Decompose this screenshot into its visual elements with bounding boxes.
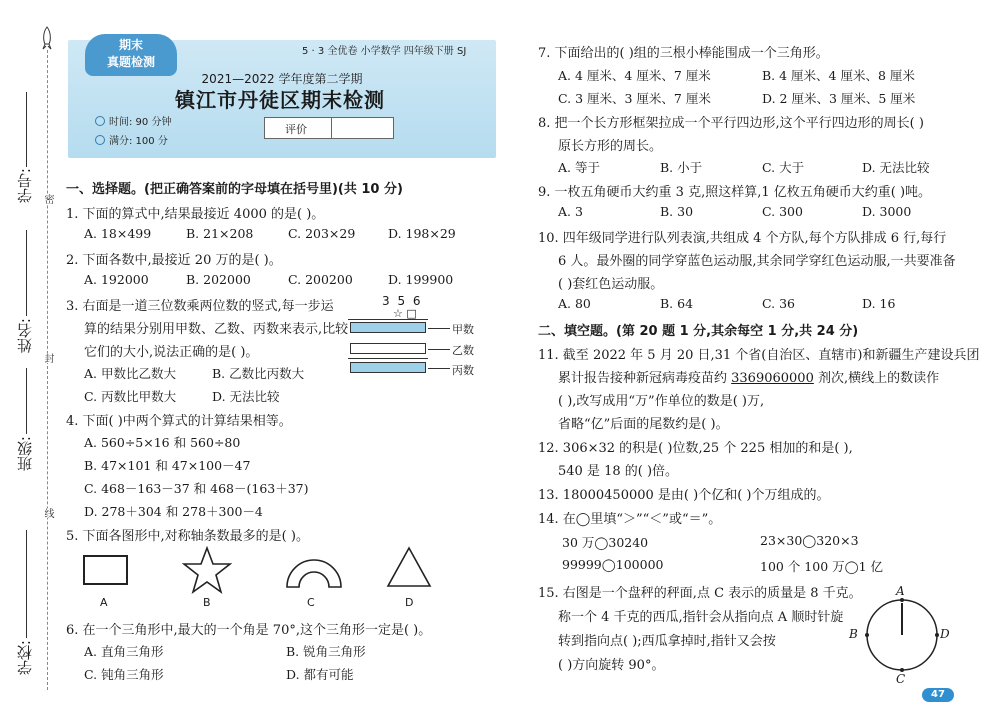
time-info: 时间: 90 分钟 [95,113,171,128]
name-line [26,230,27,316]
mi-mark: 密 [42,194,53,204]
q4-option-a: A. 560÷5×16 和 560÷80 [84,435,241,450]
q8-option-c: C. 大于 [762,160,805,175]
class-label: 班级: [16,436,34,472]
q6-option-a: A. 直角三角形 [84,644,164,659]
q12-line2: 540 是 18 的( )倍。 [558,464,679,479]
q15-line2: 称一个 4 千克的西瓜,指针会从指向点 A 顺时针旋 [558,610,844,625]
page-number: 47 [922,688,954,702]
q4-option-d: D. 278＋304 和 278＋300－4 [84,504,263,519]
q11-line3: ( ),改写成用“万”作单位的数是( )万, [558,394,765,409]
q14-item-c: 99999◯100000 [562,557,664,572]
q11-line2: 累计报告接种新冠病毒疫苗约 3369060000 剂次,横线上的数读作 [558,371,940,386]
q3-figure-mid: ☆ □ [393,307,417,320]
q10-option-c: C. 36 [762,296,795,311]
q14-item-a: 30 万◯30240 [562,535,649,550]
q3-arrow-jia [428,328,450,329]
dial-label-d: D [940,627,950,641]
q10-line3: ( )套红色运动服。 [558,277,664,292]
q5-stem: 5. 下面各图形中,对称轴条数最多的是( )。 [66,529,309,544]
evaluation-box[interactable]: 评价 [264,117,394,139]
q15-line3: 转到指向点( );西瓜拿掉时,指针又会按 [558,634,776,649]
q3-label-bing: 丙数 [452,364,474,377]
triangle-shape [386,546,432,588]
q9-option-b: B. 30 [660,204,694,219]
q11-line4: 省略“亿”后面的尾数约是( )。 [558,417,729,432]
q3-bar-bing [350,362,426,373]
binding-dashed-line [47,50,48,690]
q15-line4: ( )方向旋转 90°。 [558,658,665,673]
q6-option-d: D. 都有可能 [286,667,354,682]
student-id-label: 学号: [16,168,34,204]
q8-line1: 8. 把一个长方形框架拉成一个平行四边形,这个平行四边形的周长( ) [538,116,924,131]
q3-figure-rule2 [348,358,428,359]
score-info: 满分: 100 分 [95,132,168,147]
feng-mark: 封 [42,353,53,363]
q4-option-c: C. 468－163－37 和 468－(163＋37) [84,481,309,496]
exam-logo: 期末 真题检测 [85,34,177,76]
q3-bar-yi [350,343,426,354]
q1-stem: 1. 下面的算式中,结果最接近 4000 的是( )。 [66,207,325,222]
q3-line1: 3. 右面是一道三位数乘两位数的竖式,每一步运 [66,299,334,314]
q6-option-b: B. 锐角三角形 [286,644,366,659]
xian-mark: 线 [42,508,53,518]
name-label: 姓名: [16,318,34,354]
school-line [26,530,27,638]
q7-option-b: B. 4 厘米、4 厘米、8 厘米 [762,68,915,83]
q8-option-a: A. 等于 [558,160,600,175]
q12-line1: 12. 306×32 的积是( )位数,25 个 225 相加的和是( ), [538,441,853,456]
q8-option-d: D. 无法比较 [862,160,930,175]
q9-stem: 9. 一枚五角硬币大约重 3 克,照这样算,1 亿枚五角硬币大约重( )吨。 [538,185,932,200]
q14-item-b: 23×30◯320×3 [760,533,859,548]
q3-option-d: D. 无法比较 [212,389,280,404]
school-year: 2021—2022 学年度第二学期 [201,72,363,86]
check-icon [95,135,105,145]
q14-item-d: 100 个 100 万◯1 亿 [760,559,884,574]
school-label: 学校: [16,640,34,676]
q1-option-b: B. 21×208 [186,226,254,241]
q1-option-c: C. 203×29 [288,226,356,241]
dial-label-b: B [849,627,858,641]
q10-line2: 6 人。最外圈的同学穿蓝色运动服,其余同学穿红色运动服,一共要准备 [558,254,956,269]
q9-option-d: D. 3000 [862,204,912,219]
page-title: 镇江市丹徒区期末检测 [175,88,385,112]
q4-option-b: B. 47×101 和 47×100－47 [84,458,251,473]
q5-label-d: D [405,596,414,609]
q1-option-a: A. 18×499 [84,226,152,241]
class-line [26,368,27,434]
dial-label-a: A [896,584,905,598]
rocket-icon [40,26,54,52]
clock-icon [95,116,105,126]
dial-label-c: C [896,672,906,686]
q3-option-c: C. 丙数比甲数大 [84,389,177,404]
arch-shape [285,553,343,589]
q2-option-d: D. 199900 [388,272,454,287]
q15-line1: 15. 右图是一个盘秤的秤面,点 C 表示的质量是 8 千克。 [538,586,862,601]
q8-line2: 原长方形的周长。 [558,139,663,154]
q3-option-a: A. 甲数比乙数大 [84,366,176,381]
q8-option-b: B. 小于 [660,160,703,175]
q6-option-c: C. 钝角三角形 [84,667,164,682]
q3-line3: 它们的大小,说法正确的是( )。 [84,345,259,360]
q3-line2: 算的结果分别用甲数、乙数、丙数来表示,比较 [84,322,349,337]
q7-option-d: D. 2 厘米、3 厘米、5 厘米 [762,91,916,106]
scale-dial [862,595,942,675]
q5-label-a: A [100,596,108,609]
q2-option-b: B. 202000 [186,272,251,287]
q3-figure-rule [348,319,428,320]
q9-option-a: A. 3 [558,204,583,219]
q7-option-c: C. 3 厘米、3 厘米、7 厘米 [558,91,711,106]
student-id-line [26,92,27,167]
q10-option-b: B. 64 [660,296,694,311]
q3-bar-jia [350,322,426,333]
series-label: 5 · 3 全优卷 小学数学 四年级下册 SJ [302,46,467,57]
q10-line1: 10. 四年级同学进行队列表演,共组成 4 个方队,每个方队排成 6 行,每行 [538,231,947,246]
q6-stem: 6. 在一个三角形中,最大的一个角是 70°,这个三角形一定是( )。 [66,623,432,638]
q1-option-d: D. 198×29 [388,226,456,241]
q10-option-d: D. 16 [862,296,896,311]
q7-option-a: A. 4 厘米、4 厘米、7 厘米 [558,68,711,83]
q3-label-yi: 乙数 [452,344,474,357]
q4-stem: 4. 下面( )中两个算式的计算结果相等。 [66,414,292,429]
q5-label-b: B [203,596,211,609]
q2-option-a: A. 192000 [84,272,149,287]
q10-option-a: A. 80 [558,296,591,311]
q3-arrow-yi [428,349,450,350]
section1-heading: 一、选择题。(把正确答案前的字母填在括号里)(共 10 分) [66,182,403,197]
q2-stem: 2. 下面各数中,最接近 20 万的是( )。 [66,253,282,268]
section2-heading: 二、填空题。(第 20 题 1 分,其余每空 1 分,共 24 分) [538,324,859,339]
q13-stem: 13. 18000450000 是由( )个亿和( )个万组成的。 [538,488,830,503]
q3-label-jia: 甲数 [452,323,474,336]
q14-stem: 14. 在◯里填“＞”“＜”或“＝”。 [538,512,722,527]
q2-option-c: C. 200200 [288,272,353,287]
q7-stem: 7. 下面给出的( )组的三根小棒能围成一个三角形。 [538,46,829,61]
q11-number: 3369060000 [731,371,814,386]
q5-label-c: C [307,596,315,609]
rectangle-shape [83,555,128,585]
star-shape [182,546,232,594]
q3-option-b: B. 乙数比丙数大 [212,366,305,381]
q11-line1: 11. 截至 2022 年 5 月 20 日,31 个省(自治区、直辖市)和新疆生产建设兵团 [538,348,980,363]
q3-arrow-bing [428,368,450,369]
q3-figure-top: 3 5 6 [382,294,423,308]
q9-option-c: C. 300 [762,204,803,219]
